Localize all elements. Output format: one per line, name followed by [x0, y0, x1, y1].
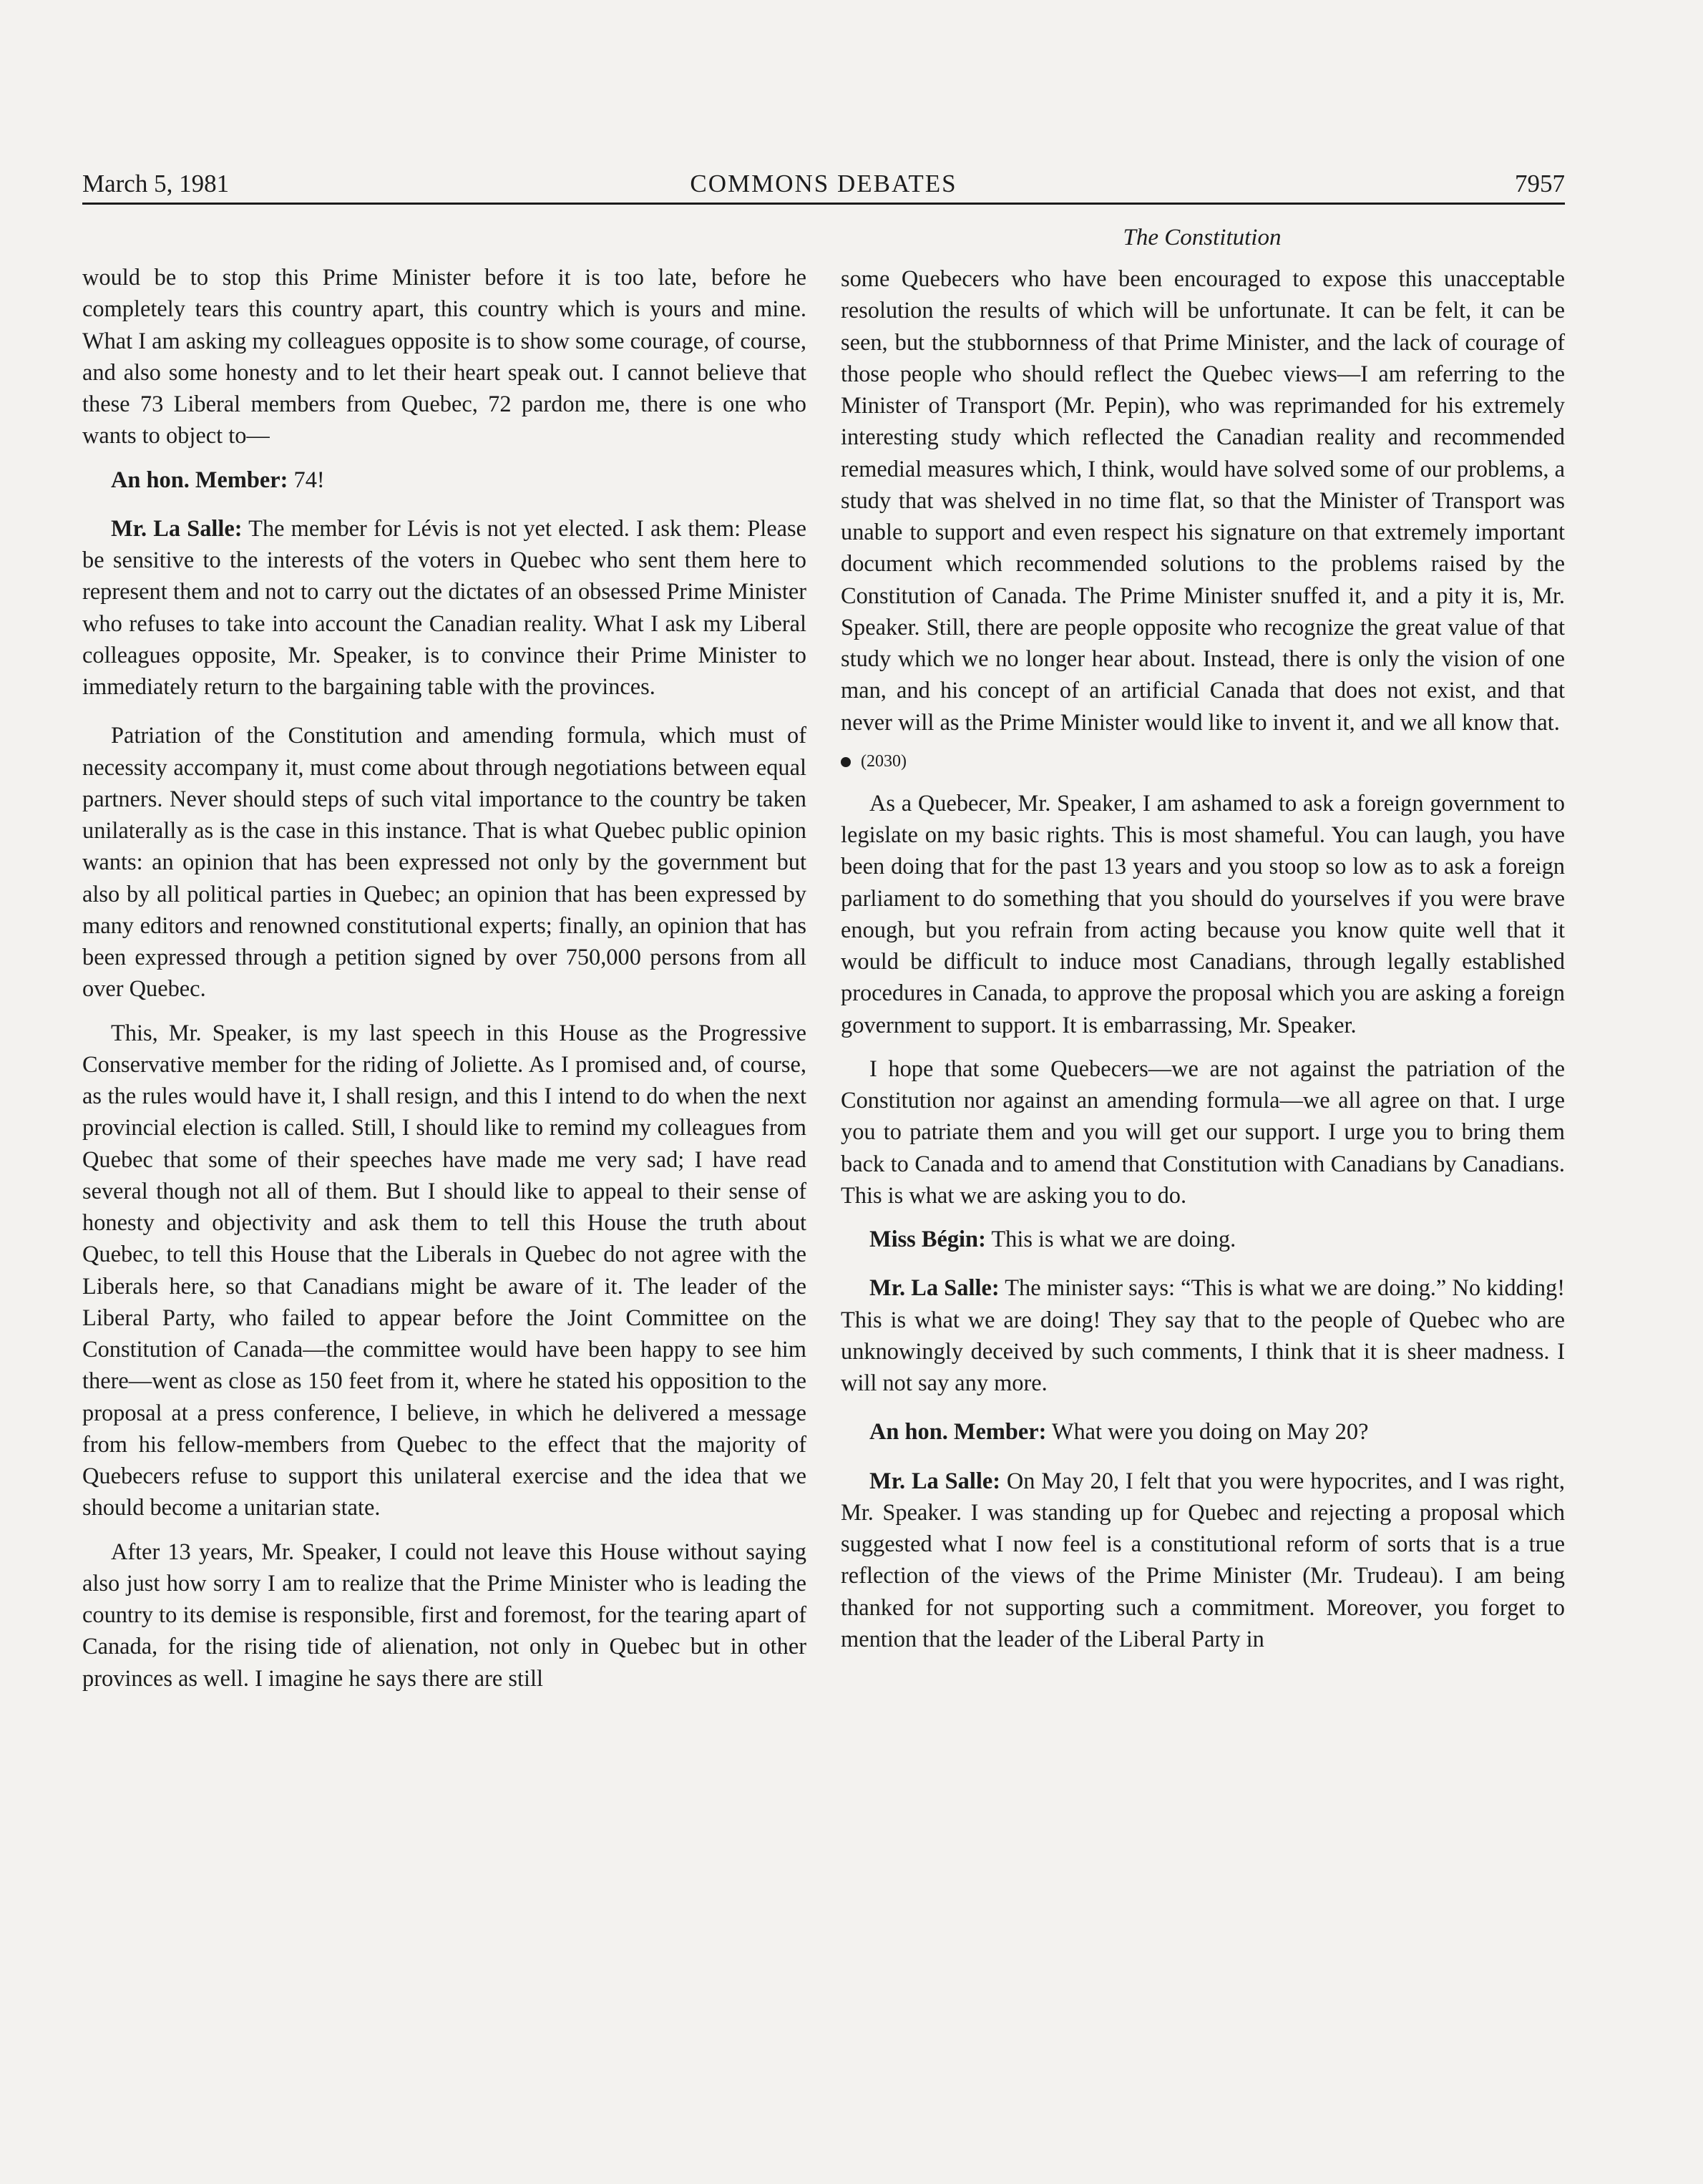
speech-paragraph: [841, 1416, 1565, 1448]
speaker-name: Miss Bégin:: [869, 1227, 986, 1252]
speech-text: This is what we are doing.: [985, 1227, 1236, 1252]
speech-paragraph: [841, 1272, 1565, 1399]
paragraph: As a Quebecer, Mr. Speaker, I am ashamed to ask a foreign government to legislate on my basic rights. This is most shameful. You can laugh, you have been doing that for the past 13 years and you stoop so low as to ask a foreign parliament to do something that you should do yourselves if you were brave enough, but you refrain from acting because you know quite well that it would be difficult to induce most Canadians, through legally established procedures in Canada, to approve the proposal which you are asking a foreign government to support. It is embarrassing, Mr. Speaker.: [841, 790, 1565, 1038]
bullet-icon: [841, 757, 851, 767]
speech-text: On May 20, I felt that you were hypocrites, and I was right, Mr. Speaker. I was standing up for Quebec and rejecting a proposal which suggested what I now feel is a constitutional reform of sorts that is a true reflection of the views of the Prime Minister (Mr. Trudeau). I am being thanked for not supporting such a commitment. Moreover, you forget to mention that the leader of the Liberal Party in: [841, 1468, 1565, 1652]
speech-paragraph: [841, 1466, 1565, 1656]
speech-paragraph: [841, 1224, 1565, 1255]
left-column: [82, 262, 806, 1707]
speaker-name: An hon. Member:: [869, 1419, 1047, 1446]
paragraph: After 13 years, Mr. Speaker, I could not leave this House without saying also just how sorry I am to realize that the Prime Minister who is leading the country to its demise is responsible, first and foremost, for the tearing apart of Canada, for the rising tide of alienation, not only in Quebec but in other provinces as well. I imagine he says there are still: [82, 1539, 806, 1692]
paragraph: This, Mr. Speaker, is my last speech in this House as the Progressive Conservative member for the riding of Joliette. As I promised and, of course, as the rules would have it, I shall resign, and this I intend to do when the next provincial election is called. Still, I should like to remind my colleagues from Quebec that some of their speeches have made me very sad; I have read several though not all of them. But I should like to appeal to their sense of honesty and objectivity and ask them to tell this House the truth about Quebec, to tell this House that the Liberals in Quebec do not agree with the Liberals here, so that Canadians might be aware of it. The leader of the Liberal Party, who failed to appear before the Joint Committee on the Constitution of Canada—the committee would have been happy to see him there—went as close as 150 feet from it, where he stated his opposition to the proposal at a press conference, I believe, in which he delivered a message from his fellow-members from Quebec to the effect that the majority of Quebecers refuse to support this unilateral exercise and the idea that we should become a unitarian state.: [82, 1020, 806, 1521]
speech-text: The minister says: “This is what we are doing.” No kidding! This is what we are doing! They say that to the people of Quebec who are unknowingly deceived by such comments, I think that it is sheer madness. I will not say any more.: [841, 1275, 1566, 1396]
header-rule: [82, 203, 1565, 205]
right-column-top: [841, 263, 1565, 738]
time-marker-text: (2030): [861, 751, 907, 771]
header-page-number: 7957: [1515, 170, 1565, 198]
running-head: [82, 166, 1565, 202]
continued-paragraph: some Quebecers who have been encouraged to expose this unacceptable resolution the results of which will be unfortunate. It can be felt, it can be seen, but the stubbornness of that Prime Minister, and the lack of courage of those people who should reflect the Quebec views—I am referring to the Minister of Transport (Mr. Pepin), who was reprimanded for his extremely interesting study which reflected the Canadian reality and recommended remedial measures which, I think, would have solved some of our problems, a study that was shelved in no time flat, so that the Minister of Transport was unable to support and even respect his signature on that extremely important document which recommended solutions to the problems raised by the Constitution of Canada. The Prime Minister snuffed it, and a pity it is, Mr. Speaker. Still, there are people opposite who recognize the great value of that study which we no longer hear about. Instead, there is only the vision of one man, and his concept of an artificial Canada that does not exist, and that never will as the Prime Minister would like to invent it, and we all know that.: [841, 266, 1565, 736]
speaker-name: Mr. La Salle:: [869, 1468, 1000, 1494]
header-publication: COMMONS DEBATES: [690, 170, 957, 198]
speech-paragraph: [82, 464, 806, 496]
speaker-name: Mr. La Salle:: [111, 515, 243, 542]
right-column-bottom: [841, 788, 1565, 1655]
speech-text: The member for Lévis is not yet elected. I ask them: Please be sensitive to the interests of the voters in Quebec who sent them here to represent them and not to carry out the dictates of an obsessed Prime Minister who refuses to take into account the Canadian reality. What I ask my Liberal colleagues opposite, Mr. Speaker, is to convince their Prime Minister to immediately return to the bargaining table with the provinces.: [82, 515, 807, 700]
section-title: The Constitution: [1123, 225, 1282, 250]
speech-text: 74!: [288, 467, 325, 493]
speech-text: What were you doing on May 20?: [1046, 1419, 1369, 1446]
speech-paragraph: [82, 513, 806, 703]
continued-paragraph: would be to stop this Prime Minister before it is too late, before he completely tears this country apart, this country which is yours and mine. What I am asking my colleagues opposite is to show some courage, of course, and also some honesty and to let their heart speak out. I cannot believe that these 73 Liberal members from Quebec, 72 pardon me, there is one who wants to object to—: [82, 265, 806, 449]
speaker-name: An hon. Member:: [111, 467, 288, 493]
time-marker: [841, 751, 1565, 772]
paragraph: Patriation of the Constitution and amending formula, which must of necessity accompany it, must come about through negotiations between equal partners. Never should steps of such vital importance to the country be taken unilaterally as is the case in this instance. That is what Quebec public opinion wants: an opinion that has been expressed not only by the government but also by all political parties in Quebec; an opinion that has been expressed by many editors and renowned constitutional experts; finally, an opinion that has been expressed through a petition signed by over 750,000 persons from all over Quebec.: [82, 723, 806, 1003]
right-column: [841, 263, 1565, 1672]
speaker-name: Mr. La Salle:: [869, 1275, 1000, 1302]
header-date: March 5, 1981: [82, 170, 230, 198]
paragraph: I hope that some Quebecers—we are not against the patriation of the Constitution nor against an amending formula—we all agree on that. I urge you to patriate them and you will get our support. I urge you to bring them back to Canada and to amend that Constitution with Canadians by Canadians. This is what we are asking you to do.: [841, 1056, 1565, 1209]
